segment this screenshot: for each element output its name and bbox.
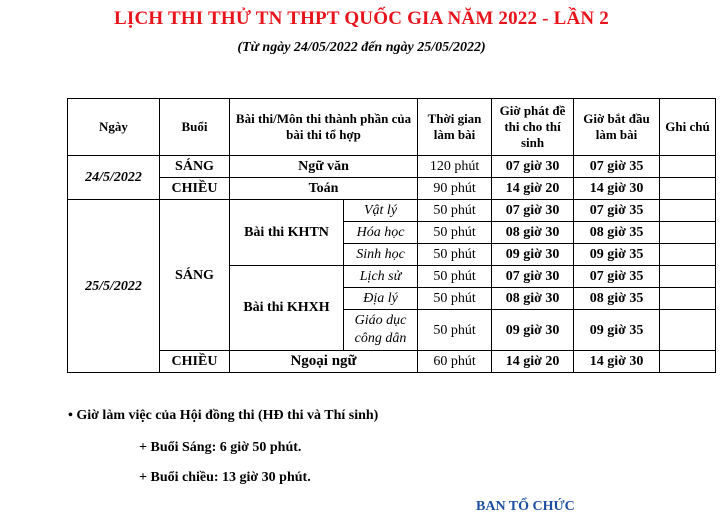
working-hours-note: • Giờ làm việc của Hội đồng thi (HĐ thi và Thí sinh) xyxy=(68,408,379,423)
header-thoi-gian: Thời gian làm bài xyxy=(418,99,492,156)
start-time-cell: 09 giờ 35 xyxy=(574,310,660,351)
handout-time-cell: 09 giờ 30 xyxy=(492,244,574,266)
date-cell: 24/5/2022 xyxy=(68,156,160,200)
header-ghi-chu: Ghi chú xyxy=(660,99,716,156)
session-cell: SÁNG xyxy=(160,156,230,178)
exam-schedule-table xyxy=(67,98,716,373)
note-cell xyxy=(660,178,716,200)
handout-time-cell: 09 giờ 30 xyxy=(492,310,574,351)
start-time-cell: 07 giờ 35 xyxy=(574,266,660,288)
handout-time-cell: 07 giờ 30 xyxy=(492,266,574,288)
subject-cell: Sinh học xyxy=(344,244,418,266)
start-time-cell: 14 giờ 30 xyxy=(574,178,660,200)
header-bai-thi: Bài thi/Môn thi thành phần của bài thi tổ hợp xyxy=(230,99,418,156)
start-time-cell: 08 giờ 35 xyxy=(574,288,660,310)
subject-cell: Ngữ văn xyxy=(230,156,418,178)
table-row xyxy=(68,200,716,222)
session-cell: CHIỀU xyxy=(160,178,230,200)
session-cell: CHIỀU xyxy=(160,351,230,373)
note-cell xyxy=(660,266,716,288)
afternoon-hours-note: + Buổi chiều: 13 giờ 30 phút. xyxy=(139,470,311,485)
page-title: LỊCH THI THỬ TN THPT QUỐC GIA NĂM 2022 - LẦN 2 xyxy=(113,8,609,29)
note-cell xyxy=(660,288,716,310)
duration-cell: 50 phút xyxy=(418,200,492,222)
subject-cell: Lịch sử xyxy=(344,266,418,288)
handout-time-cell: 08 giờ 30 xyxy=(492,288,574,310)
note-cell xyxy=(660,200,716,222)
start-time-cell: 07 giờ 35 xyxy=(574,156,660,178)
header-buoi: Buổi xyxy=(160,99,230,156)
table-header-row xyxy=(68,99,716,156)
table-row xyxy=(68,178,716,200)
duration-cell: 50 phút xyxy=(418,266,492,288)
duration-cell: 60 phút xyxy=(418,351,492,373)
header-gio-phat: Giờ phát đề thi cho thí sinh xyxy=(492,99,574,156)
session-cell: SÁNG xyxy=(160,200,230,351)
subject-cell: Toán xyxy=(230,178,418,200)
duration-cell: 120 phút xyxy=(418,156,492,178)
subject-cell: Địa lý xyxy=(344,288,418,310)
note-cell xyxy=(660,310,716,351)
note-cell xyxy=(660,222,716,244)
table-row xyxy=(68,351,716,373)
handout-time-cell: 14 giờ 20 xyxy=(492,351,574,373)
duration-cell: 90 phút xyxy=(418,178,492,200)
duration-cell: 50 phút xyxy=(418,244,492,266)
duration-cell: 50 phút xyxy=(418,222,492,244)
handout-time-cell: 07 giờ 30 xyxy=(492,200,574,222)
header-gio-bat-dau: Giờ bắt đầu làm bài xyxy=(574,99,660,156)
start-time-cell: 14 giờ 30 xyxy=(574,351,660,373)
date-range-subtitle: (Từ ngày 24/05/2022 đến ngày 25/05/2022) xyxy=(237,40,486,55)
date-cell: 25/5/2022 xyxy=(68,200,160,373)
table-row xyxy=(68,156,716,178)
handout-time-cell: 14 giờ 20 xyxy=(492,178,574,200)
handout-time-cell: 08 giờ 30 xyxy=(492,222,574,244)
subject-cell: Ngoại ngữ xyxy=(230,351,418,373)
subject-cell: Giáo dục công dân xyxy=(344,310,418,351)
duration-cell: 50 phút xyxy=(418,310,492,351)
group-label-khxh: Bài thi KHXH xyxy=(230,266,344,351)
note-cell xyxy=(660,351,716,373)
note-cell xyxy=(660,244,716,266)
note-cell xyxy=(660,156,716,178)
duration-cell: 50 phút xyxy=(418,288,492,310)
start-time-cell: 07 giờ 35 xyxy=(574,200,660,222)
start-time-cell: 08 giờ 35 xyxy=(574,222,660,244)
subject-cell: Hóa học xyxy=(344,222,418,244)
organizer-signature: BAN TỔ CHỨC xyxy=(476,499,575,514)
subject-cell: Vật lý xyxy=(344,200,418,222)
header-ngay: Ngày xyxy=(68,99,160,156)
group-label-khtn: Bài thi KHTN xyxy=(230,200,344,266)
handout-time-cell: 07 giờ 30 xyxy=(492,156,574,178)
start-time-cell: 09 giờ 35 xyxy=(574,244,660,266)
morning-hours-note: + Buổi Sáng: 6 giờ 50 phút. xyxy=(139,440,302,455)
